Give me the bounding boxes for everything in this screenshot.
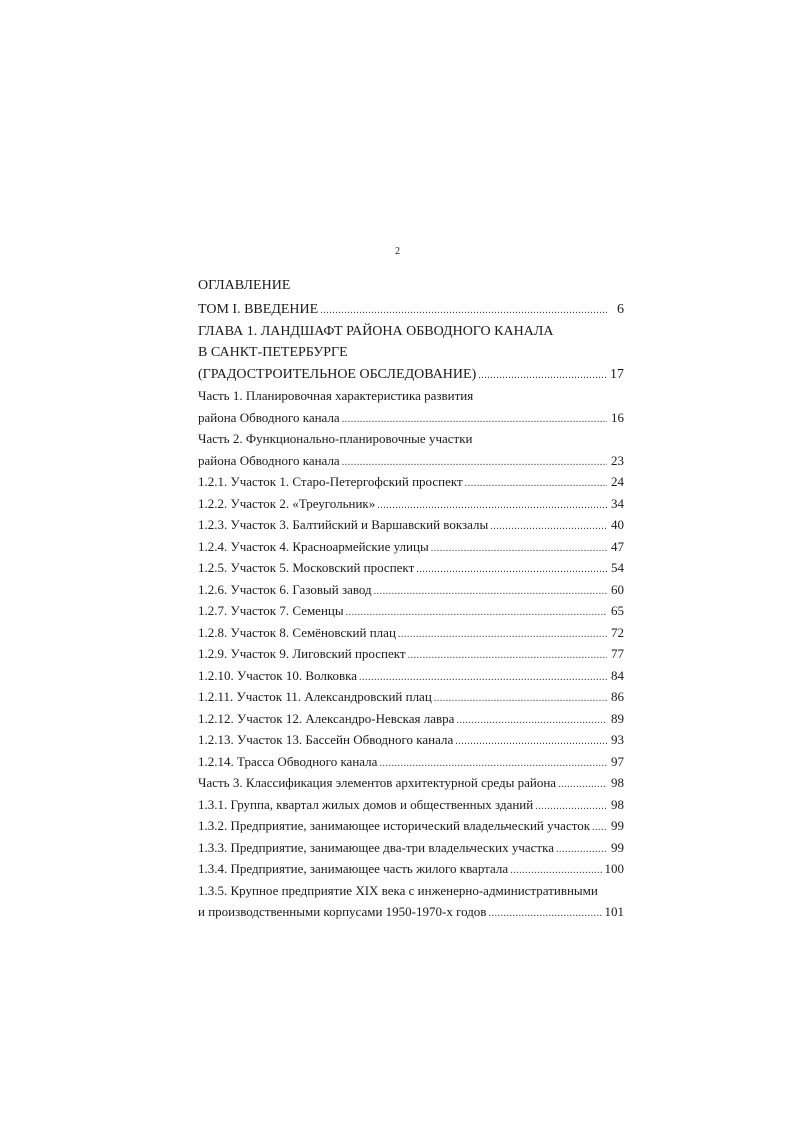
toc-entry-page: 89 [611, 710, 624, 726]
toc-entry [198, 665, 624, 687]
toc-entry-text: 1.3.2. Предприятие, занимающее исторический владельческий участок [198, 818, 591, 833]
dot-leader [434, 688, 607, 708]
toc-entry-page: 99 [611, 818, 624, 833]
table-of-contents [198, 299, 624, 923]
dot-leader [455, 731, 607, 751]
toc-entry-text: района Обводного канала [198, 409, 340, 425]
toc-entry [198, 858, 624, 880]
dot-leader [490, 516, 607, 536]
toc-entry-text: 1.2.13. Участок 13. Бассейн Обводного канала [198, 732, 454, 747]
page-number: 2 [395, 246, 400, 257]
toc-entry-page: 34 [611, 495, 624, 511]
toc-entry-text: ГЛАВА 1. ЛАНДШАФТ РАЙОНА ОБВОДНОГО КАНАЛА [198, 323, 554, 339]
toc-entry [198, 815, 624, 837]
toc-entry [198, 643, 624, 665]
toc-entry [198, 729, 624, 751]
toc-entry [198, 536, 624, 558]
dot-leader [377, 495, 607, 515]
dot-leader [592, 817, 607, 837]
toc-entry [198, 428, 624, 450]
toc-entry [198, 299, 624, 321]
toc-entry [198, 450, 624, 472]
toc-entry [198, 901, 624, 923]
toc-entry-page: 40 [611, 517, 624, 532]
toc-entry-page: 72 [611, 624, 624, 640]
toc-entry-page: 101 [604, 904, 624, 919]
toc-entry [198, 557, 624, 579]
toc-entry-text: Часть 2. Функционально-планировочные участки [198, 431, 473, 446]
toc-entry-text: 1.2.6. Участок 6. Газовый завод [198, 581, 372, 597]
toc-entry-text: района Обводного канала [198, 452, 340, 468]
toc-entry-page: 99 [611, 839, 624, 855]
toc-entry-page: 60 [611, 581, 624, 597]
toc-entry [198, 407, 624, 429]
dot-leader [535, 796, 607, 816]
dot-leader [342, 452, 607, 472]
dot-leader [374, 581, 607, 601]
toc-entry-text: В САНКТ-ПЕТЕРБУРГЕ [198, 345, 348, 360]
toc-entry-page: 98 [611, 775, 624, 790]
toc-entry-page: 97 [611, 753, 624, 769]
toc-entry [198, 794, 624, 816]
toc-entry-page: 86 [611, 689, 624, 704]
toc-entry [198, 364, 624, 386]
dot-leader [478, 365, 607, 386]
toc-entry [198, 321, 624, 343]
dot-leader [456, 710, 607, 730]
toc-entry-page: 100 [604, 861, 624, 876]
toc-entry-text: 1.2.9. Участок 9. Лиговский проспект [198, 646, 406, 661]
toc-entry [198, 686, 624, 708]
toc-entry [198, 471, 624, 493]
toc-entry [198, 622, 624, 644]
toc-entry-text: 1.2.4. Участок 4. Красноармейские улицы [198, 538, 429, 554]
toc-entry [198, 837, 624, 859]
toc-entry-text: 1.2.14. Трасса Обводного канала [198, 753, 378, 769]
toc-entry [198, 493, 624, 515]
toc-entry-text: 1.3.1. Группа, квартал жилых домов и общественных зданий [198, 796, 534, 812]
toc-entry [198, 751, 624, 773]
toc-entry-page: 47 [611, 538, 624, 554]
dot-leader [416, 559, 607, 579]
toc-entry-page: 77 [611, 646, 624, 661]
toc-entry-text: 1.2.10. Участок 10. Волковка [198, 667, 358, 683]
toc-entry-page: 6 [617, 302, 624, 317]
toc-entry-text: 1.2.7. Участок 7. Семенцы [198, 603, 344, 618]
dot-leader [320, 300, 607, 321]
toc-entry-page: 24 [611, 474, 624, 489]
dot-leader [465, 473, 607, 493]
toc-entry-text: 1.2.3. Участок 3. Балтийский и Варшавский вокзалы [198, 517, 489, 532]
toc-entry-page: 54 [611, 560, 624, 575]
toc-entry [198, 579, 624, 601]
toc-entry-page: 16 [611, 409, 624, 425]
toc-entry-text: и производственными корпусами 1950-1970-х годов [198, 904, 487, 919]
toc-entry-page: 65 [611, 603, 624, 618]
toc-entry [198, 342, 624, 364]
toc-entry [198, 514, 624, 536]
toc-entry [198, 880, 624, 902]
toc-entry-text: 1.2.12. Участок 12. Александро-Невская лавра [198, 710, 455, 726]
toc-entry-page: 98 [611, 796, 624, 812]
toc-entry [198, 772, 624, 794]
toc-entry-text: 1.2.8. Участок 8. Семёновский плац [198, 624, 396, 640]
toc-entry-text: 1.2.1. Участок 1. Старо-Петергофский проспект [198, 474, 463, 489]
toc-title: ОГЛАВЛЕНИЕ [198, 278, 291, 293]
dot-leader [346, 602, 607, 622]
dot-leader [556, 839, 607, 859]
toc-entry-text: (ГРАДОСТРОИТЕЛЬНОЕ ОБСЛЕДОВАНИЕ) [198, 366, 477, 382]
toc-entry-page: 17 [610, 366, 624, 382]
toc-entry-text: 1.2.2. Участок 2. «Треугольник» [198, 495, 376, 511]
toc-entry [198, 600, 624, 622]
toc-entry [198, 385, 624, 407]
toc-entry-text: Часть 3. Классификация элементов архитектурной среды района [198, 775, 557, 790]
toc-entry [198, 708, 624, 730]
toc-entry-text: 1.2.5. Участок 5. Московский проспект [198, 560, 415, 575]
toc-entry-text: ТОМ I. ВВЕДЕНИЕ [198, 302, 319, 317]
toc-entry-text: Часть 1. Планировочная характеристика развития [198, 388, 474, 403]
toc-entry-text: 1.3.4. Предприятие, занимающее часть жилого квартала [198, 861, 509, 876]
toc-entry-text: 1.3.3. Предприятие, занимающее два-три владельческих участка [198, 839, 554, 855]
toc-entry-text: 1.2.11. Участок 11. Александровский плац [198, 689, 432, 704]
dot-leader [379, 753, 607, 773]
toc-entry-text: 1.3.5. Крупное предприятие XIX века с инженерно-административными [198, 882, 598, 898]
dot-leader [398, 624, 607, 644]
toc-entry-page: 93 [611, 732, 624, 747]
dot-leader [488, 903, 601, 923]
dot-leader [510, 860, 601, 880]
dot-leader [408, 645, 607, 665]
dot-leader [431, 538, 607, 558]
dot-leader [342, 409, 607, 429]
toc-entry-page: 84 [611, 667, 624, 683]
dot-leader [558, 774, 607, 794]
toc-entry-page: 23 [611, 452, 624, 468]
dot-leader [359, 667, 607, 687]
